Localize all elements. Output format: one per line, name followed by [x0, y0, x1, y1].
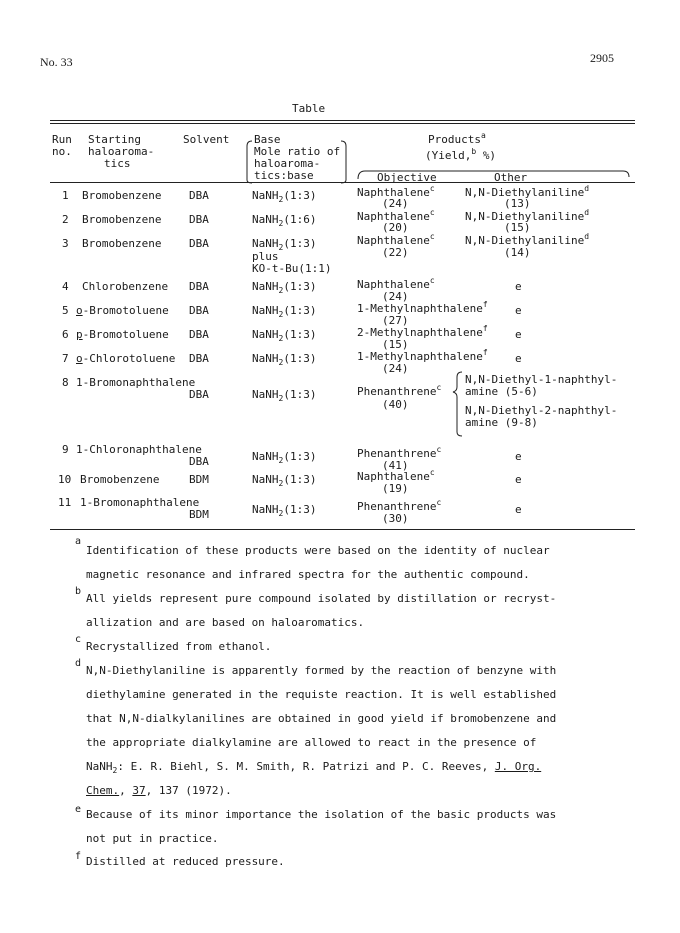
footnote-e-line: Because of its minor importance the isolation of the basic products was	[86, 808, 557, 821]
cell-starting: Bromobenzene	[82, 237, 162, 250]
cell-base: NaNH$_2$(1:3)	[252, 280, 317, 295]
other-products-brace	[452, 370, 466, 440]
cell-other-b: N,N-Diethyl-2-naphthyl-	[465, 404, 618, 417]
footnote-mark-e: e	[75, 804, 82, 815]
footnote-d-line: Chem., 37, 137 (1972).	[86, 784, 232, 797]
cell-run: 8	[62, 376, 69, 389]
cell-starting: Bromobenzene	[82, 189, 162, 202]
cell-other: e	[515, 503, 522, 516]
col-solvent: Solvent	[183, 133, 230, 146]
footnote-f-line: Distilled at reduced pressure.	[86, 855, 285, 868]
footnote-a-line: magnetic resonance and infrared spectra for the authentic compound.	[86, 568, 530, 581]
footnote-d-line: that N,N-dialkylanilines are obtained in good yield if bromobenzene and	[86, 712, 557, 725]
cell-other-yield: (14)	[504, 246, 531, 259]
cell-other: e	[515, 450, 522, 463]
cell-solvent: BDM	[189, 508, 209, 521]
col-other: Other	[494, 171, 528, 184]
base-right-brace	[340, 140, 352, 184]
cell-solvent: DBA	[189, 280, 209, 293]
cell-run: 5	[62, 304, 69, 317]
page-number: 2905	[590, 51, 614, 65]
cell-base-extra: KO-t-Bu(1:1)	[252, 262, 332, 275]
cell-solvent: DBA	[189, 213, 209, 226]
col-base-2: Mole ratio of	[254, 145, 341, 158]
cell-other-a: amine (5-6)	[465, 385, 538, 398]
table-title: Table	[292, 102, 326, 115]
cell-run: 11	[58, 496, 72, 509]
cell-base-extra: plus	[252, 250, 279, 263]
cell-starting: o-Chlorotoluene	[76, 352, 176, 365]
cell-solvent: BDM	[189, 473, 209, 486]
cell-objective-yield: (19)	[382, 482, 409, 495]
cell-base: NaNH$_2$(1:3)	[252, 473, 317, 488]
cell-run: 9	[62, 443, 69, 456]
cell-base: NaNH$_2$(1:3)	[252, 503, 317, 518]
cell-objective-yield: (41)	[382, 459, 409, 472]
cell-objective-yield: (30)	[382, 512, 409, 525]
col-starting-3: tics	[104, 157, 131, 170]
cell-solvent: DBA	[189, 304, 209, 317]
footnote-b-line: All yields represent pure compound isolated by distillation or recryst-	[86, 592, 557, 605]
cell-base: NaNH$_2$(1:3)	[252, 237, 317, 252]
footnote-mark-c: c	[75, 634, 82, 645]
footnote-mark-d: d	[75, 658, 82, 669]
cell-starting: Bromobenzene	[82, 213, 162, 226]
footnote-mark-a: a	[75, 536, 82, 547]
base-left-brace	[244, 140, 256, 184]
cell-starting: 1-Bromonaphthalene	[80, 496, 200, 509]
col-run-1: Run	[52, 133, 72, 146]
cell-base: NaNH$_2$(1:3)	[252, 450, 317, 465]
table-bottom-rule	[50, 529, 635, 530]
cell-objective-yield: (40)	[382, 398, 409, 411]
cell-objective-yield: (24)	[382, 362, 409, 375]
cell-objective: Phenanthrene$^c$	[357, 383, 442, 398]
cell-starting: 1-Chloronaphthalene	[76, 443, 202, 456]
cell-run: 1	[62, 189, 69, 202]
cell-objective-yield: (15)	[382, 338, 409, 351]
cell-base: NaNH$_2$(1:3)	[252, 328, 317, 343]
cell-objective-yield: (22)	[382, 246, 409, 259]
cell-other: e	[515, 280, 522, 293]
cell-objective: Naphthalene$^c$	[357, 276, 435, 291]
footnote-e-line: not put in practice.	[86, 832, 219, 845]
cell-objective: Naphthalene$^c$	[357, 468, 435, 483]
cell-run: 4	[62, 280, 69, 293]
cell-solvent: DBA	[189, 455, 209, 468]
cell-solvent: DBA	[189, 328, 209, 341]
cell-starting: 1-Bromonaphthalene	[76, 376, 196, 389]
col-objective: Objective	[377, 171, 437, 184]
col-base-4: tics:base	[254, 169, 314, 182]
cell-objective: 2-Methylnaphthalene$^f$	[357, 324, 488, 339]
footnote-d-line: diethylamine generated in the requiste reaction. It is well established	[86, 688, 557, 701]
cell-other: e	[515, 304, 522, 317]
footnote-mark-b: b	[75, 586, 82, 597]
cell-solvent: DBA	[189, 352, 209, 365]
cell-other: N,N-Diethylaniline$^d$	[465, 208, 590, 223]
cell-starting: Bromobenzene	[80, 473, 160, 486]
col-starting-2: haloaroma-	[88, 145, 155, 158]
col-base-1: Base	[254, 133, 281, 146]
cell-run: 2	[62, 213, 69, 226]
cell-other: e	[515, 328, 522, 341]
col-run-2: no.	[52, 145, 72, 158]
cell-objective: Phenanthrene$^c$	[357, 498, 442, 513]
cell-objective: Naphthalene$^c$	[357, 208, 435, 223]
cell-starting: p-Bromotoluene	[76, 328, 169, 341]
footnote-a-line: Identification of these products were based on the identity of nuclear	[86, 544, 550, 557]
cell-run: 10	[58, 473, 72, 486]
cell-other-yield: (13)	[504, 197, 531, 210]
cell-other: N,N-Diethylaniline$^d$	[465, 184, 590, 199]
cell-objective: Naphthalene$^c$	[357, 184, 435, 199]
cell-objective: 1-Methylnaphthalene$^f$	[357, 348, 488, 363]
col-yield: (Yield,$^b$ %)	[425, 147, 497, 162]
cell-other: e	[515, 352, 522, 365]
footnote-c-line: Recrystallized from ethanol.	[86, 640, 272, 653]
journal-issue: No. 33	[40, 55, 73, 69]
col-base-3: haloaroma-	[254, 157, 321, 170]
cell-objective-yield: (24)	[382, 197, 409, 210]
cell-base: NaNH$_2$(1:3)	[252, 304, 317, 319]
cell-solvent: DBA	[189, 189, 209, 202]
table-top-rule-2	[50, 123, 635, 124]
table-header-rule	[50, 182, 635, 183]
cell-base: NaNH$_2$(1:3)	[252, 352, 317, 367]
cell-objective-yield: (20)	[382, 221, 409, 234]
cell-other-b: amine (9-8)	[465, 416, 538, 429]
col-products: Products$^a$	[428, 131, 486, 146]
col-starting-1: Starting	[88, 133, 141, 146]
footnote-d-line: N,N-Diethylaniline is apparently formed by the reaction of benzyne with	[86, 664, 557, 677]
cell-starting: o-Bromotoluene	[76, 304, 169, 317]
footnote-b-line: allization and are based on haloaromatics.	[86, 616, 365, 629]
cell-objective-yield: (24)	[382, 290, 409, 303]
cell-run: 7	[62, 352, 69, 365]
footnote-mark-f: f	[75, 851, 82, 862]
table-top-rule	[50, 120, 635, 121]
cell-solvent: DBA	[189, 237, 209, 250]
cell-base: NaNH$_2$(1:3)	[252, 388, 317, 403]
footnote-d-line: the appropriate dialkylamine are allowed to react in the presence of	[86, 736, 537, 749]
cell-starting: Chlorobenzene	[82, 280, 169, 293]
cell-run: 3	[62, 237, 69, 250]
footnote-d-line: NaNH$_2$: E. R. Biehl, S. M. Smith, R. Patrizi and P. C. Reeves, J. Org.	[86, 760, 542, 775]
cell-objective: Naphthalene$^c$	[357, 232, 435, 247]
cell-run: 6	[62, 328, 69, 341]
cell-objective: 1-Methylnaphthalene$^f$	[357, 300, 488, 315]
cell-objective-yield: (27)	[382, 314, 409, 327]
cell-other-yield: (15)	[504, 221, 531, 234]
cell-base: NaNH$_2$(1:6)	[252, 213, 317, 228]
cell-other: e	[515, 473, 522, 486]
cell-base: NaNH$_2$(1:3)	[252, 189, 317, 204]
cell-other: N,N-Diethylaniline$^d$	[465, 232, 590, 247]
cell-solvent: DBA	[189, 388, 209, 401]
cell-objective: Phenanthrene$^c$	[357, 445, 442, 460]
cell-other-a: N,N-Diethyl-1-naphthyl-	[465, 373, 618, 386]
